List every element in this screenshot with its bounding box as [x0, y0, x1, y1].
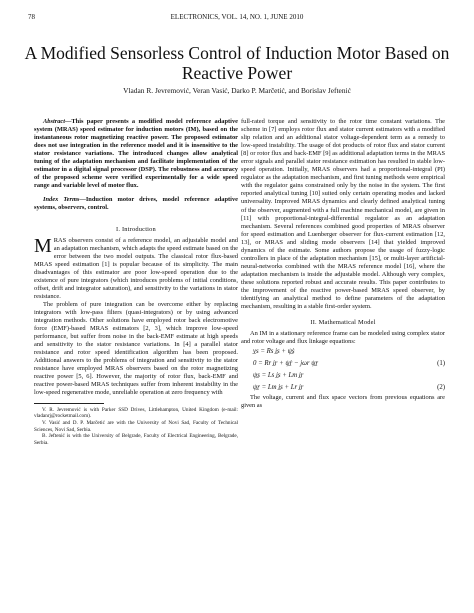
- footnote-3: B. Jeftenić is with the University of Belgrade, Faculty of Electrical Engineering, Belgrade, Serbia.: [34, 433, 238, 447]
- left-column: [34, 118, 238, 447]
- section-heading-introduction: I. Introduction: [116, 225, 156, 233]
- drop-cap: M: [34, 234, 52, 257]
- footnote-rule: [34, 403, 104, 404]
- equation-body: ψ̲r = Lm i̲s + Lr i̲r: [253, 384, 304, 392]
- abstract-label: Abstract: [43, 118, 66, 125]
- equation-number: (1): [437, 360, 445, 368]
- journal-citation: ELECTRONICS, VOL. 14, NO. 1, JUNE 2010: [170, 13, 304, 21]
- index-terms-text: —Induction motor drives, model reference adaptive systems, observers, control.: [34, 196, 238, 212]
- equation-rotor-flux: [241, 382, 445, 394]
- intro-paragraph-2: The problem of pure integration can be overcome either by replacing integrators with low-pass filters (quasi-integrators) or by using advanced integration methods. Other solutions have employed rotor back electromotive force (EMF)-based MRAS estimators [2, 3], which improve low-speed performance, but suffer from noise in the back-EMF estimate at high speeds and sensitivity to the stator resistance variations. In [4] a parallel stator resistance and rotor speed identification algorithm has been proposed. Additional answers to the problems of integration and sensitivity to the stator resistance have employed MRAS observers based on the rotor magnetizing reactive power [5, 6]. However, the majority of rotor flux, back-EMF and reactive power-based MRAS techniques suffer from inherent instability in the low-speed regenerative mode, unreliable operation at zero frequency with: [34, 300, 238, 397]
- index-terms-label: Index Terms: [43, 196, 80, 204]
- right-column: [241, 118, 445, 410]
- intro-continued-paragraph: full-rated torque and sensitivity to the rotor time constant variations. The scheme in [7] employs rotor flux and stator current estimators with a modified slip relation and an additional stator voltage-dependent term as a remedy to low-speed instability. The usage of dot products of rotor flux and stator current [8] or rotor flux and back-EMF [9] as additional adaptation terms in the MRAS error signals and parallel stator resistance estimation has resulted in stable low-speed operation. Initially, MRAS observers had a proportional-integral (PI) regulator as the adaptation mechanism, and first tuning methods were empirical with the regulator gains constrained only by the noise in the system. The first reported analytical tuning [10] suited only certain operating modes and lacked universality. Improved MRAS dynamics and clearly defined analytical tuning of the observer, augmented with a full machine mechanical model, are given in [11] with proportional-integral-differential regulator as an adaptation mechanism. Several references combined good properties of MRAS observer for speed estimation and Luenberger observer for flux-current estimation [12, 13], or MRAS and sliding mode observers [14] that yielded improved dynamics of the estimate. Some authors propose the usage of fuzzy-logic controllers in place of the adaptation mechanism [15], or multi-layer artificial-neural-networks combined with the MRAS reference model [16], where the adaptation mechanism is inside the adjustable model. Although very complex, these solutions reported robust and accurate results. This paper contributes to the improvement of the reactive power-based MRAS speed observer, by identifying an analytical method to define parameters of the adaptation mechanism, resulting in a stable first-order system.: [241, 118, 445, 311]
- equation-body: 0 = Rr i̲r + ψ̲̇r − jωr ψ̲r: [253, 360, 319, 368]
- section-heading-model: II. Mathematical Model: [310, 319, 376, 327]
- footnote-1: V. R. Jevremović is with Parker SSD Drives, Littlehampton, United Kingdom (e-mail: vladanrj@rocketmail.com).: [34, 406, 238, 420]
- equation-stator-flux: [241, 370, 445, 382]
- equation-body: v̲s = Rs i̲s + ψ̲̇s: [253, 348, 295, 356]
- equation-body: ψ̲s = Ls i̲s + Lm i̲r: [253, 372, 304, 380]
- model-paragraph-1: An IM in a stationary reference frame can be modeled using complex stator and rotor voltage and flux linkage equations:: [241, 330, 445, 346]
- running-header: [28, 12, 446, 22]
- intro-paragraph-1-text: RAS observers consist of a reference model, an adjustable model and an adaptation mechanism, which adapts the speed estimate based on the error between the two model outputs. The classical rotor flux-based MRAS speed estimation [1] is popular because of its simplicity. The main disadvantages of this estimator are poor low-speed operation due to the existence of pure integrators (which introduces problems of initial conditions, offset, drift and integrator saturation), and sensitivity to the variations in stator resistance.: [34, 236, 238, 300]
- footnote-2: V. Vasić and D. P. Marčetić are with the University of Novi Sad, Faculty of Technical Sciences, Novi Sad, Serbia.: [34, 419, 238, 433]
- page-number: 78: [28, 13, 35, 21]
- intro-paragraph-1: [34, 234, 238, 301]
- author-list: Vladan R. Jevremović, Veran Vasić, Darko P. Marčetić, and Borislav Jeftenić: [123, 86, 351, 95]
- model-paragraph-2: The voltage, current and flux space vectors from previous equations are given as: [241, 394, 445, 410]
- equation-stator-voltage: [241, 346, 445, 358]
- index-terms: [34, 196, 238, 212]
- paper-title: A Modified Sensorless Control of Induction Motor Based on Reactive Power: [24, 43, 450, 83]
- abstract: [34, 118, 238, 190]
- abstract-text: —This paper presents a modified model reference adaptive system (MRAS) speed estimator for induction motors (IM), based on the instantaneous rotor magnetizing reactive power. The proposed estimator does not use integration in the reference model and it is insensitive to the stator resistance variations. The introduced changes allow analytical tuning of the adaptation mechanism and facilitate implementation of the estimator in a digital signal processor (DSP). The robustness and accuracy of the proposed scheme were verified experimentally for a wide speed range and variable level of motor flux.: [34, 118, 238, 190]
- equation-rotor-voltage: [241, 358, 445, 370]
- equation-number: (2): [437, 384, 445, 392]
